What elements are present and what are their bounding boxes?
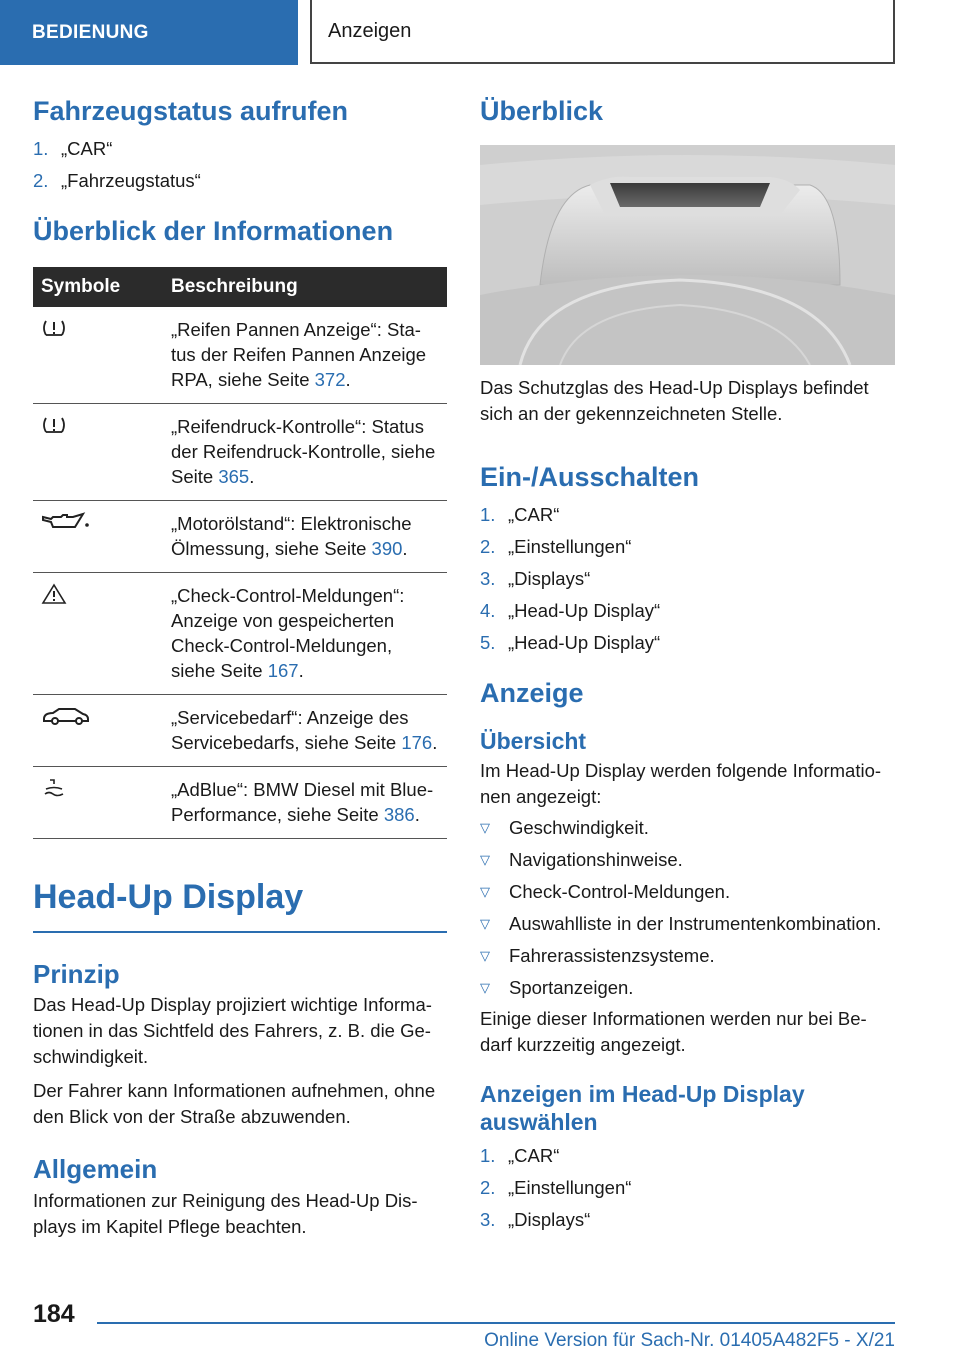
onoff-heading: Ein-/Ausschalten — [480, 461, 700, 492]
general-text: Informationen zur Reinigung des Head-Up Dis-plays im Kapitel Pflege beachten. — [33, 1189, 418, 1237]
table-row: „Motorölstand“: Elektronische Ölmessung, siehe Seite 390. — [33, 500, 447, 572]
list-item: 3. „Displays“ — [480, 567, 591, 589]
adblue-icon — [41, 777, 67, 799]
list-item: ▽ Sportanzeigen. — [480, 972, 895, 1004]
info-bullets — [480, 812, 895, 1004]
list-item: 1. „CAR“ — [480, 1144, 560, 1166]
display-heading: Anzeige — [480, 677, 584, 708]
warning-triangle-icon — [41, 583, 67, 605]
col-header-symbols: Symbole — [33, 267, 163, 307]
col-header-description: Beschreibung — [163, 267, 447, 307]
list-item: 5. „Head-Up Display“ — [480, 631, 661, 653]
right-column — [480, 95, 895, 1236]
list-item: 1. „CAR“ — [33, 137, 113, 159]
overview-heading: Überblick — [480, 96, 604, 126]
select-steps — [480, 1140, 895, 1236]
table-row: „Reifen Pannen Anzeige“: Sta-tus der Reifen Pannen Anzeige RPA, siehe Seite 372. — [33, 307, 447, 404]
chapter-title: Anzeigen — [310, 0, 895, 64]
section-tab: BEDIENUNG — [0, 0, 298, 65]
page-link[interactable]: 390 — [371, 537, 403, 559]
service-car-icon — [41, 705, 91, 727]
left-column — [33, 95, 447, 1240]
page-link[interactable]: 176 — [401, 731, 433, 753]
bullet-triangle-icon: ▽ — [480, 819, 490, 835]
symbols-table — [33, 267, 447, 839]
table-row: „Reifendruck-Kontrolle“: Status der Reifendruck-Kontrolle, siehe Seite 365. — [33, 403, 447, 500]
tire-pressure-control-icon — [41, 414, 67, 436]
photo-caption: Das Schutzglas des Head-Up Displays befindet sich an der gekennzeichneten Stelle. — [480, 376, 869, 424]
table-row: „Servicebedarf“: Anzeige des Servicebedarfs, siehe Seite 176. — [33, 694, 447, 766]
list-item: ▽ Fahrerassistenzsysteme. — [480, 940, 895, 972]
footer-version-text: Online Version für Sach-Nr. 01405A482F5 - X/21 — [484, 1330, 895, 1351]
page-link[interactable]: 365 — [218, 465, 250, 487]
list-item: ▽ Geschwindigkeit. — [480, 812, 895, 844]
list-item: 2. „Fahrzeugstatus“ — [33, 169, 201, 191]
summary-text: Im Head-Up Display werden folgende Informatio-nen angezeigt: — [480, 759, 882, 807]
bullet-triangle-icon: ▽ — [480, 851, 490, 867]
principle-text-1: Das Head-Up Display projiziert wichtige Informa-tionen in das Sichtfeld des Fahrers, z. B. die Ge-schwindigkeit. — [33, 994, 432, 1068]
page-number: 184 — [33, 1300, 75, 1328]
list-item: 1. „CAR“ — [480, 503, 560, 525]
list-item: ▽ Auswahlliste in der Instrumentenkombination. — [480, 908, 895, 940]
page-link[interactable]: 372 — [314, 368, 346, 390]
status-heading: Fahrzeugstatus aufrufen — [33, 96, 349, 126]
info-heading: Überblick der Informationen — [33, 215, 394, 246]
summary-heading: Übersicht — [480, 728, 587, 755]
bullet-triangle-icon: ▽ — [480, 947, 490, 963]
hud-heading: Head-Up Display — [33, 877, 304, 916]
heading-rule — [33, 931, 447, 933]
after-bullets-text: Einige dieser Informationen werden nur bei Be-darf kurzzeitig angezeigt. — [480, 1007, 867, 1055]
bullet-triangle-icon: ▽ — [480, 979, 490, 995]
list-item: 4. „Head-Up Display“ — [480, 599, 661, 621]
bullet-triangle-icon: ▽ — [480, 883, 490, 899]
page-link[interactable]: 167 — [267, 659, 299, 681]
status-steps — [33, 133, 447, 197]
table-row: „Check-Control-Meldungen“: Anzeige von gespeicherten Check-Control-Meldungen, siehe Seite 167. — [33, 572, 447, 694]
table-row: „AdBlue“: BMW Diesel mit Blue-Performance, siehe Seite 386. — [33, 766, 447, 838]
list-item: ▽ Check-Control-Meldungen. — [480, 876, 895, 908]
page-link[interactable]: 386 — [383, 803, 415, 825]
dashboard-image-icon — [480, 145, 895, 365]
list-item: 2. „Einstellungen“ — [480, 1176, 632, 1198]
footer-rule — [97, 1322, 895, 1324]
principle-heading: Prinzip — [33, 959, 120, 990]
hud-glass-photo — [480, 145, 895, 365]
principle-text-2: Der Fahrer kann Informationen aufnehmen, ohne den Blick von der Straße abzuwenden. — [33, 1080, 436, 1128]
list-item: ▽ Navigationshinweise. — [480, 844, 895, 876]
oil-can-icon — [41, 511, 91, 533]
bullet-triangle-icon: ▽ — [480, 915, 490, 931]
onoff-steps — [480, 499, 895, 659]
tire-pressure-warning-icon — [41, 317, 67, 339]
list-item: 2. „Einstellungen“ — [480, 535, 632, 557]
select-heading: Anzeigen im Head-Up Display auswählen — [480, 1080, 805, 1135]
list-item: 3. „Displays“ — [480, 1208, 591, 1230]
general-heading: Allgemein — [33, 1154, 158, 1185]
